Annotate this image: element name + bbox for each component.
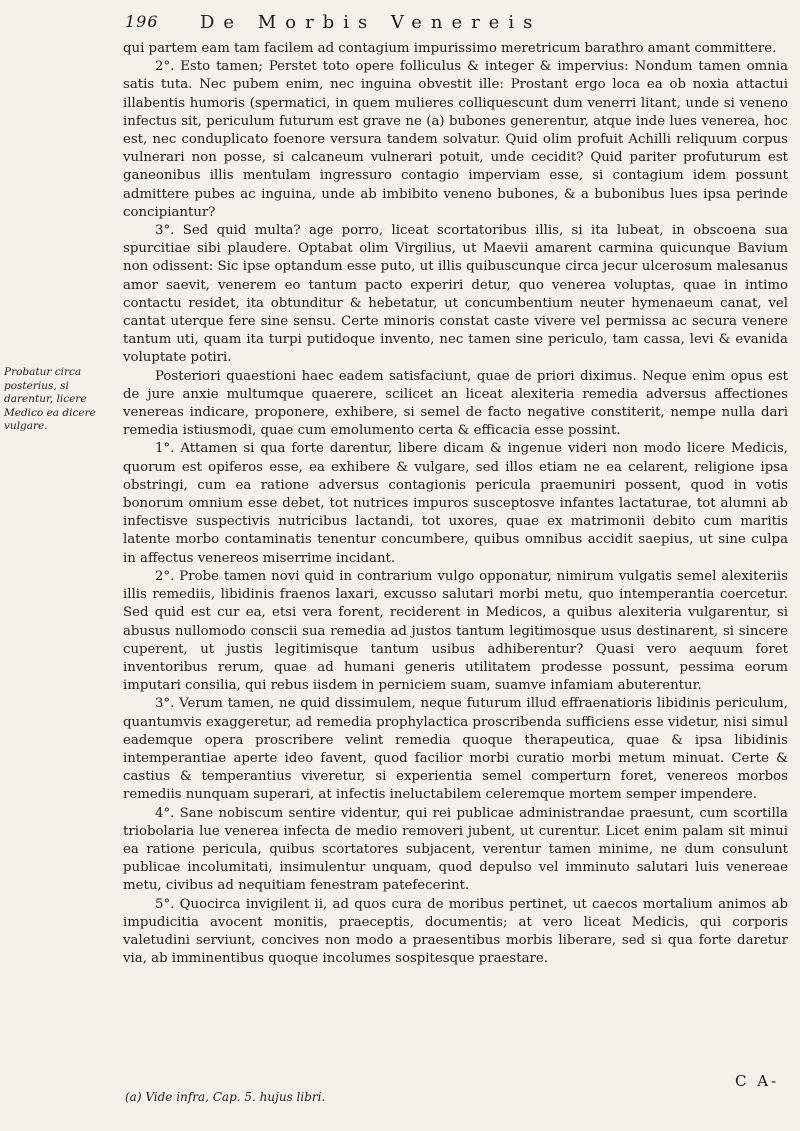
marginal-note: Probatur circa posterius, si darentur, licere Medico ea dicere vulgare. <box>4 366 96 432</box>
paragraph: 5°. Quocirca invigilent ii, ad quos cura de moribus pertinet, ut caecos mortalium animos ab impudicitia avocent monitis, praeceptis, documentis; at vero liceat Medicis, qui corporis valetudini serviunt, concives non modo a praesentibus morbis liberare, sed si qua forte daretur via, ab imminentibus quoque incolumes sospitesque praestare. <box>123 896 788 967</box>
page-number: 196 <box>125 12 159 31</box>
catchword: C A- <box>735 1072 780 1090</box>
paragraph: 2°. Probe tamen novi quid in contrarium vulgo opponatur, nimirum vulgatis semel alexiteriis illis remediis, libidinis fraenos laxari, excusso salutari morbi metu, quo intemperantia coercetur. Sed quid est cur ea, etsi vera forent, reciderent in Medicos, a quibus alexiteria vulgarentur, si abusus nullomodo consciі sua remedia ad justos tantum legitimosque usus destinarent, si sincere cuperent, ut justis legitimisque tantum usibus adhiberentur? Quasi vero aequum foret inventoribus rerum, quae ad humani generis utilitatem prodesse possunt, pessima eorum imputari consilia, qui rebus iisdem in perniciem suam, suamve infamiam abuterentur. <box>123 568 788 694</box>
footnote: (a) Vide infra, Cap. 5. hujus libri. <box>125 1090 326 1104</box>
paragraph: 3°. Sed quid multa? age porro, liceat scortatoribus illis, si ita lubeat, in obscoena sua spurcitiae sibi plaudere. Optabat olim Virgilius, ut Maevii amarent carmina quicunque Bavium non odissent: Sic ipse optandum esse puto, ut illis quibuscunque circa jecur ulcerosum malesanus amor saevit, venerem eo tantum pacto experiri detur, quo venerea voluptas, quae in intimo contactu residet, ita obtunditur & hebetatur, ut concumbentium neuter hymenaeum canat, vel cantat uterque fere sine sensu. Certe minoris constat caste vivere vel permissa ac secura venere tantum uti, quam ita turpi putidoque invento, nec tamen sine periculo, tam cassa, levi & evanida voluptate potiri. <box>123 223 788 366</box>
body-text <box>123 40 788 968</box>
running-title: De Morbis Venereis <box>200 12 542 33</box>
paragraph: qui partem eam tam facilem ad contagium impurissimo meretricum barathro amant committere. <box>123 41 777 56</box>
paragraph: 3°. Verum tamen, ne quid dissimulem, neque futurum illud effraenatioris libidinis periculum, quantumvis exaggeretur, ad remedia prophylactica proscribenda sufficiens esse videtur, nisi simul eademque opera proscribere velint remedia quoque therapeutica, quae & ipsa libidinis intemperantiae aperte ideo favent, quod facilior morbi curatio morbi metum minuat. Certe & castius & temperantius viveretur, si experientia semel comperturn foret, venereos morbos remediis nunquam superari, at infectis ineluctabilem celeremque mortem semper impendere. <box>123 696 788 803</box>
paragraph: 4°. Sane nobiscum sentire videntur, qui rei publicae administrandae praesunt, cum scortilla triobolaria lue venerea infecta de medio removeri jubent, ut curentur. Licet enim palam sit minui ea ratione pericula, quibus scortatores subjacent, verentur tamen minime, ne dum consulunt publicae incolumitati, insimulentur unquam, quod depulso vel imminuto salutari luis venereae metu, civibus ad nequitiam fenestram patefecerint. <box>123 805 788 894</box>
paragraph: 1°. Attamen si qua forte darentur, libere dicam & ingenue videri non modo licere Medicis, quorum est opiferos esse, ea exhibere & vulgare, sed illos etiam ne ea celarent, religione ipsa obstringi, cum ea ratione adversus contagionis pericula praemuniri possent, quod in votis bonorum omnium esse debet, tot nutrices impuros susceptosve infantes lactaturae, tot alumni ab infectisve suspectivis nutricibus lactandi, tot uxores, quae ex matrimonii debito cum maritis latente morbo contaminatis tenentur concumbere, quibus omnibus accidit saepius, ut sine culpa in affectus venereos miserrime incidant. <box>123 441 788 566</box>
paragraph: Posteriori quaestioni haec eadem satisfaciunt, quae de priori diximus. Neque enim opus est de jure anxie multumque quaerere, scilicet an liceat alexiteria remedia adversus affectiones venereas indicare, proponere, exhibere, si semel de facto negative constiterit, nempe nulla dari remedia istiusmodi, quae cum emolumento certa & efficacia esse possint. <box>123 368 788 439</box>
page-header <box>125 12 775 38</box>
paragraph: 2°. Esto tamen; Perstet toto opere folliculus & integer & impervius: Nondum tamen omnia satis tuta. Nec pubem enim, nec inguina obvestit ille: Prostant ergo loca ea ob noxia attactui illabentis humoris (spermatici, in quem mulieres colliquescunt dum venerri litant, unde si veneno infectus sit, periculum futurum est grave ne (a) bubones generentur, atque inde lues venerea, hoc est, nec conduplicato foenore versura tandem solvatur. Quid olim profuit Achilli reliquum corpus vulnerari non posse, si calcaneum vulnerari potuit, unde cecidit? Quid pariter profuturum est ganeonibus illis mentulam ingressuro contagio imperviam esse, si contagium idem possunt admittere pubes ac inguina, unde ab imbibito veneno bubones, & a bubonibus lues ipsa perinde concipiantur? <box>123 59 788 220</box>
